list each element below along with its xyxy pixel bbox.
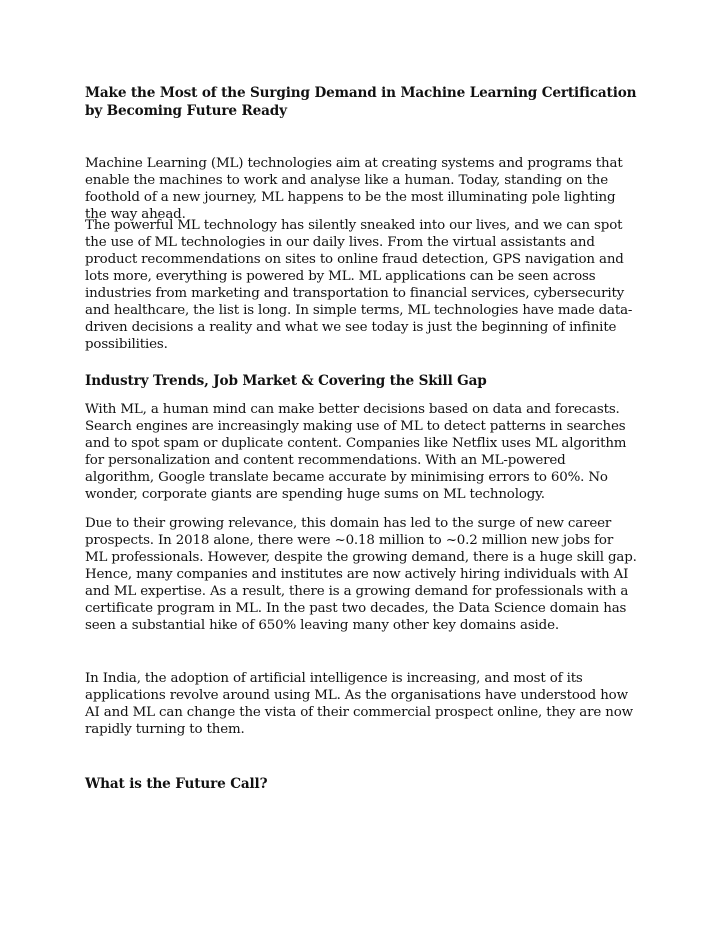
- section1-paragraph-2: Due to their growing relevance, this domain has led to the surge of new career prospects. In 2018 alone, there were ~0.18 million to ~0.2 million new jobs for ML professionals. However, despite the growing demand, there is a huge skill gap. Hence, many companies and institutes are now actively hiring individuals with AI and ML expertise. As a result, there is a growing demand for professionals with a certificate program in ML. In the past two decades, the Data Science domain has seen a substantial hike of 650% leaving many other key domains aside.: [85, 516, 637, 633]
- intro-paragraph-2: The powerful ML technology has silently sneaked into our lives, and we can spot the use of ML technologies in our daily lives. From the virtual assistants and product recommendations on sites to online fraud detection, GPS navigation and lots more, everything is powered by ML. ML applications can be seen across industries from marketing and transportation to financial services, cybersecurity and healthcare, the list is long. In simple terms, ML technologies have made data-driven decisions a reality and what we see today is just the beginning of infinite possibilities.: [85, 218, 633, 352]
- intro-paragraph-1: Machine Learning (ML) technologies aim at creating systems and programs that enable the machines to work and analyse like a human. Today, standing on the foothold of a new journey, ML happens to be the most illuminating pole lighting the way ahead.: [85, 156, 623, 222]
- document-title: Make the Most of the Surging Demand in Machine Learning Certification by Becoming Future Ready: [85, 85, 637, 119]
- section-heading-future-call: What is the Future Call?: [85, 776, 268, 792]
- section-heading-industry-trends: Industry Trends, Job Market & Covering the Skill Gap: [85, 373, 487, 389]
- section1-paragraph-1: With ML, a human mind can make better decisions based on data and forecasts. Search engines are increasingly making use of ML to detect patterns in searches and to spot spam or duplicate content. Companies like Netflix uses ML algorithm for personalization and content recommendations. With an ML-powered algorithm, Google translate became accurate by minimising errors to 60%. No wonder, corporate giants are spending huge sums on ML technology.: [85, 402, 627, 502]
- section1-paragraph-3: In India, the adoption of artificial intelligence is increasing, and most of its applications revolve around using ML. As the organisations have understood how AI and ML can change the vista of their commercial prospect online, they are now rapidly turning to them.: [85, 671, 633, 737]
